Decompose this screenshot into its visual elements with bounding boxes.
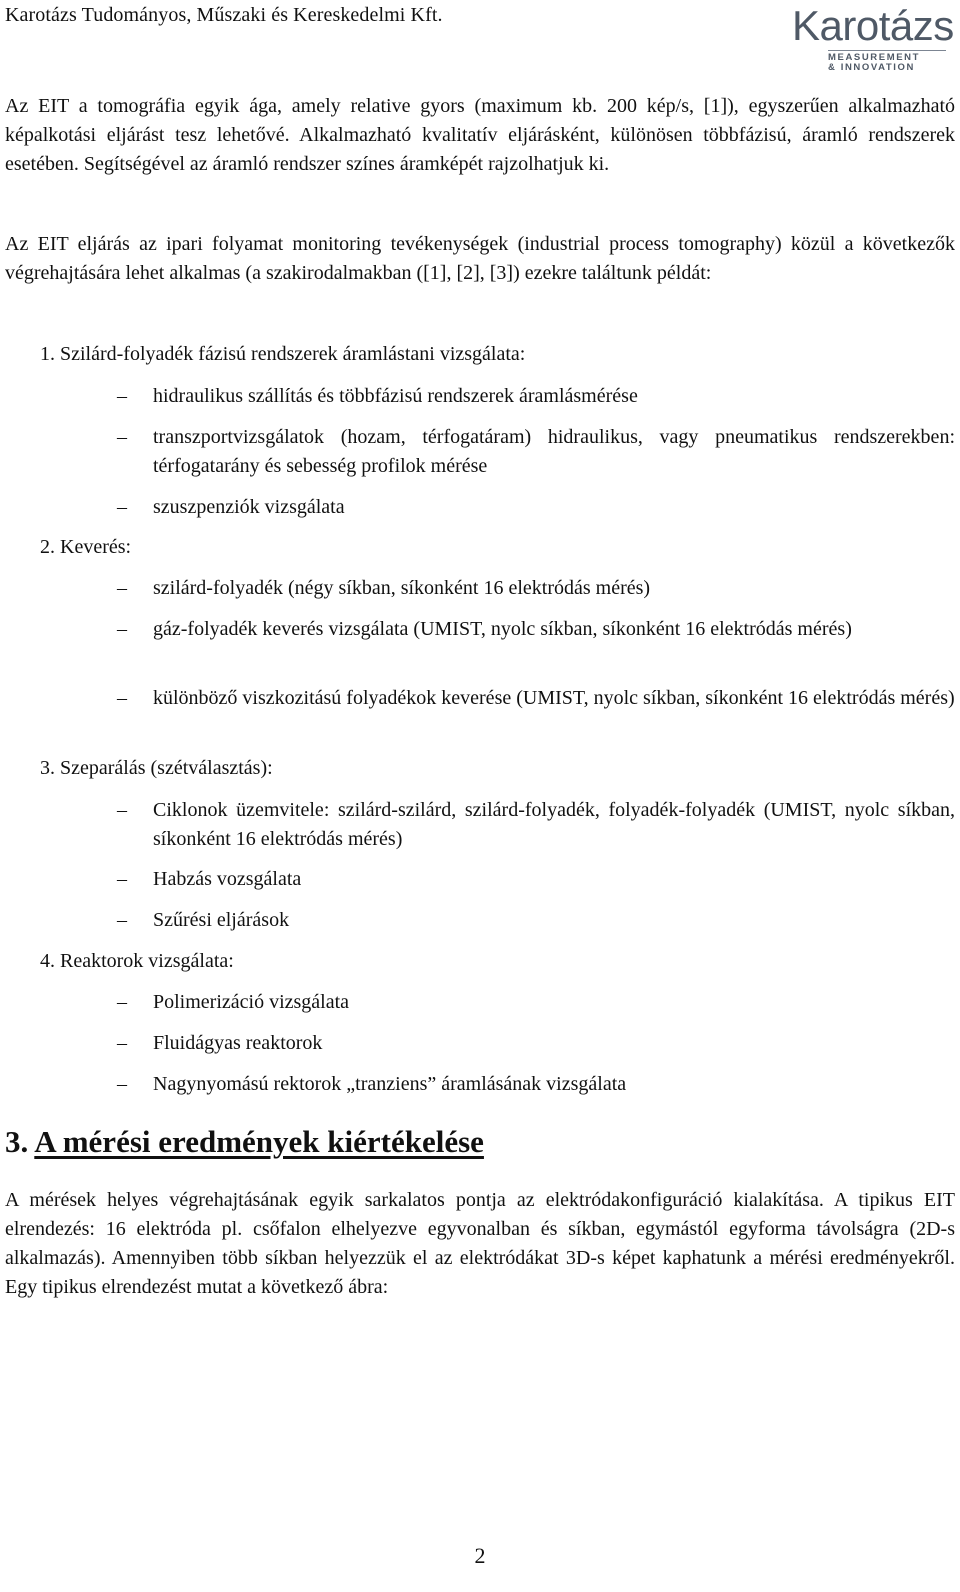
dash-marker: – xyxy=(117,496,127,518)
bullet-text: gáz-folyadék keverés vizsgálata (UMIST, nyolc síkban, síkonként 16 elektródás mérés) xyxy=(153,618,852,640)
list-item-4-bullet-1 xyxy=(117,988,955,1017)
list-item-2-bullet-3 xyxy=(117,684,955,713)
list-item-3-bullet-1 xyxy=(117,796,955,854)
bullet-text: Szűrési eljárások xyxy=(153,909,290,931)
list-item-3-bullet-2 xyxy=(117,865,955,894)
list-item-4-label: 4. Reaktorok vizsgálata: xyxy=(40,950,234,972)
section-paragraph: A mérések helyes végrehajtásának egyik sarkalatos pontja az elektródakonfiguráció kialakítása. A tipikus EIT elrendezés: 16 elektróda pl. csőfalon elhelyezve egyvonalban és síkban, egymástól egyforma távolságra (2D-s alkalmazás). Amennyiben több síkban helyezzük el az elektródákat 3D-s képet kaphatunk a mérési eredményekről. Egy tipikus elrendezést mutat a következő ábra: xyxy=(5,1189,955,1298)
dash-marker: – xyxy=(117,426,127,448)
logo-tagline-2: & INNOVATION xyxy=(828,62,915,73)
company-logo xyxy=(792,2,954,73)
bullet-text: Ciklonok üzemvitele: szilárd-szilárd, szilárd-folyadék, folyadék-folyadék (UMIST, nyolc síkban, síkonként 16 elektródás mérés) xyxy=(153,799,955,850)
bullet-text: Polimerizáció vizsgálata xyxy=(153,991,350,1013)
dash-marker: – xyxy=(117,1073,127,1095)
list-item-1-bullet-3 xyxy=(117,493,955,522)
list-item-4-bullet-2 xyxy=(117,1029,955,1058)
bullet-text: különböző viszkozitású folyadékok keverése (UMIST, nyolc síkban, síkonként 16 elektródás mérés) xyxy=(153,687,955,709)
list-item-1-label: 1. Szilárd-folyadék fázisú rendszerek áramlástani vizsgálata: xyxy=(40,343,526,365)
intro-paragraph-1: Az EIT a tomográfia egyik ága, amely relative gyors (maximum kb. 200 kép/s, [1]), egyszerűen alkalmazható képalkotási eljárást tesz lehetővé. Alkalmazható kvalitatív eljárásként, különösen többfázisú, áramló rendszerek esetében. Segítségével az áramló rendszer színes áramképét rajzolhatjuk ki. xyxy=(5,95,955,175)
dash-marker: – xyxy=(117,687,127,709)
page-number: 2 xyxy=(474,1543,486,1568)
bullet-text: szilárd-folyadék (négy síkban, síkonként 16 elektródás mérés) xyxy=(153,577,651,599)
dash-marker: – xyxy=(117,909,127,931)
dash-marker: – xyxy=(117,799,127,821)
logo-tagline-1: MEASUREMENT xyxy=(828,52,921,63)
list-item-2-bullet-1 xyxy=(117,574,955,603)
intro-paragraph-2: Az EIT eljárás az ipari folyamat monitoring tevékenységek (industrial process tomography) közül a következők végrehajtására lehet alkalmas (a szakirodalmakban ([1], [2], [3]) ezekre találtunk példát: xyxy=(5,233,955,284)
dash-marker: – xyxy=(117,577,127,599)
header-company-name: Karotázs Tudományos, Műszaki és Kereskedelmi Kft. xyxy=(5,4,443,26)
bullet-text: szuszpenziók vizsgálata xyxy=(153,496,345,518)
dash-marker: – xyxy=(117,618,127,640)
dash-marker: – xyxy=(117,868,127,890)
dash-marker: – xyxy=(117,991,127,1013)
list-item-1-bullet-2 xyxy=(117,423,955,481)
list-item-3-label: 3. Szeparálás (szétválasztás): xyxy=(40,757,273,779)
bullet-text: hidraulikus szállítás és többfázisú rendszerek áramlásmérése xyxy=(153,385,638,407)
section-title: A mérési eredmények kiértékelése xyxy=(34,1124,484,1159)
list-item-3-bullet-3 xyxy=(117,906,955,935)
dash-marker: – xyxy=(117,1032,127,1054)
list-item-2-bullet-2 xyxy=(117,615,955,644)
logo-divider xyxy=(828,50,946,51)
bullet-text: transzportvizsgálatok (hozam, térfogatáram) hidraulikus, vagy pneumatikus rendszerekben: térfogatarány és sebesség profilok mérése xyxy=(153,426,955,477)
section-number: 3. xyxy=(5,1124,29,1159)
logo-wordmark: Karotázs xyxy=(792,2,954,49)
list-item-1-bullet-1 xyxy=(117,382,955,411)
list-item-2-label: 2. Keverés: xyxy=(40,536,132,558)
bullet-text: Habzás vozsgálata xyxy=(153,868,302,890)
dash-marker: – xyxy=(117,385,127,407)
bullet-text: Fluidágyas reaktorok xyxy=(153,1032,323,1054)
list-item-4-bullet-3 xyxy=(117,1070,955,1099)
section-heading xyxy=(5,1124,484,1160)
bullet-text: Nagynyomású rektorok „tranziens” áramlásának vizsgálata xyxy=(153,1073,627,1095)
